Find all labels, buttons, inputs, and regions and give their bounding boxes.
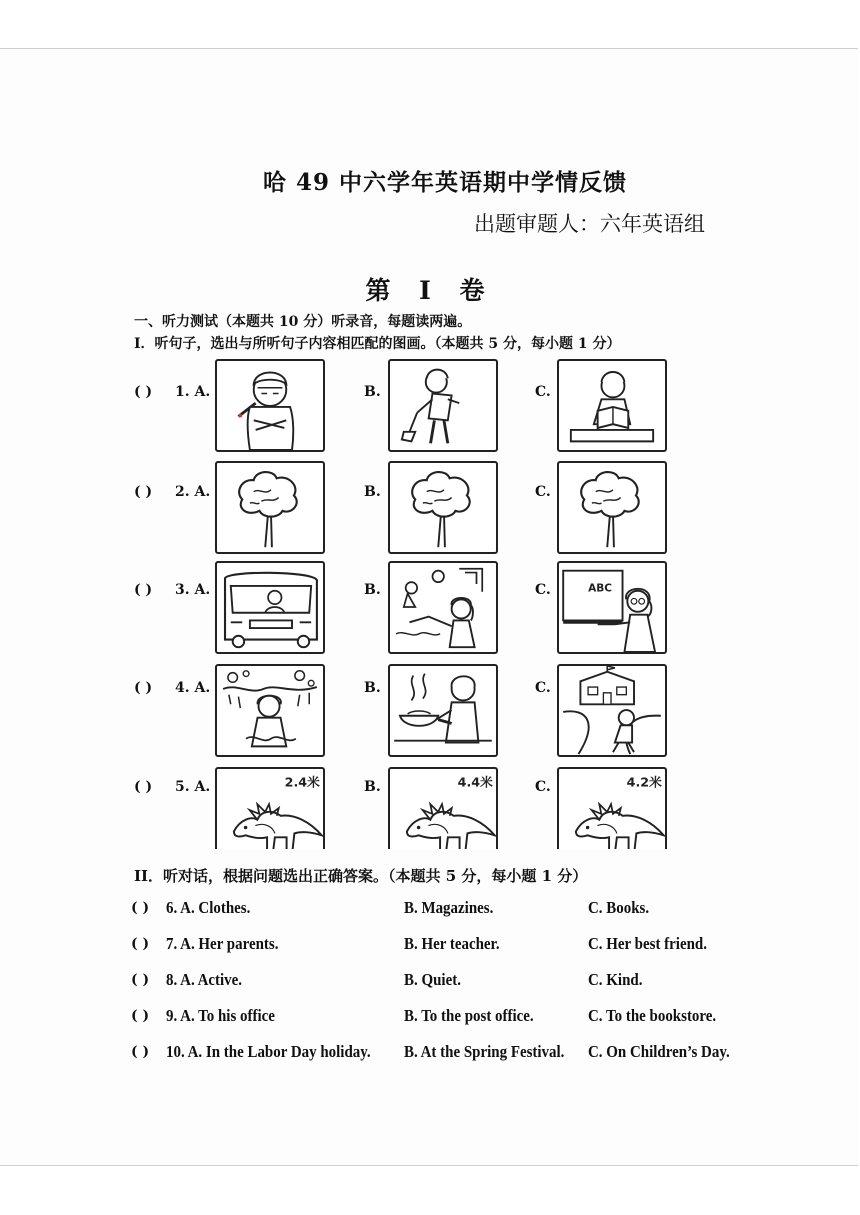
option-c[interactable]: C. Her best friend.	[588, 934, 707, 953]
answer-blank[interactable]: ( )	[131, 972, 150, 988]
boy-sweeping-picture[interactable]	[388, 359, 498, 452]
exam-title: 哈 49 中六学年英语期中学情反馈	[262, 169, 628, 196]
sick-boy-thermometer-picture[interactable]	[215, 359, 325, 452]
girl-in-bath-picture[interactable]	[215, 664, 325, 757]
tree-picture[interactable]	[557, 461, 667, 554]
option-b[interactable]: B. At the Spring Festival.	[404, 1042, 565, 1061]
boy-reading-book-picture[interactable]	[557, 359, 667, 452]
section1-instruction: I．听句子，选出与所听句子内容相匹配的图画。（本题共 5 分，每小题 1 分）	[134, 336, 621, 352]
option-a[interactable]: 8. A. Active.	[166, 970, 243, 989]
dinosaur-height-label: 2.4米	[284, 774, 320, 790]
exam-author-line: 出题审题人：六年英语组	[474, 212, 705, 236]
option-b[interactable]: B. To the post office.	[404, 1006, 534, 1025]
option-a[interactable]: 7. A. Her parents.	[166, 934, 279, 953]
dinosaur-picture[interactable]	[388, 767, 498, 849]
girl-playing-outdoors-picture[interactable]	[388, 561, 498, 654]
tree-picture[interactable]	[388, 461, 498, 554]
option-c-label: C.	[535, 779, 551, 795]
tree-picture[interactable]	[215, 461, 325, 554]
blackboard-text: ABC	[588, 582, 612, 595]
question-number: 4. A.	[175, 680, 211, 696]
dinosaur-picture[interactable]	[215, 767, 325, 849]
answer-blank[interactable]: ( )	[131, 900, 150, 916]
dinosaur-picture[interactable]	[557, 767, 667, 849]
option-c-label: C.	[535, 582, 551, 598]
option-b-label: B.	[364, 680, 381, 696]
option-b-label: B.	[364, 582, 381, 598]
option-a[interactable]: 6. A. Clothes.	[166, 898, 251, 917]
option-b-label: B.	[364, 384, 381, 400]
answer-blank[interactable]: ( )	[134, 680, 153, 696]
question-number: 1. A.	[175, 384, 211, 400]
volume-heading: 第 I 卷	[365, 276, 495, 305]
answer-blank[interactable]: ( )	[131, 936, 150, 952]
option-c[interactable]: C. Kind.	[588, 970, 643, 989]
dinosaur-height-label: 4.2米	[626, 774, 662, 790]
option-c[interactable]: C. To the bookstore.	[588, 1006, 717, 1025]
answer-blank[interactable]: ( )	[134, 779, 153, 795]
girl-walking-to-school-picture[interactable]	[557, 664, 667, 757]
bus-driver-picture[interactable]	[215, 561, 325, 654]
answer-blank[interactable]: ( )	[134, 484, 153, 500]
answer-blank[interactable]: ( )	[134, 582, 153, 598]
boy-cooking-picture[interactable]	[388, 664, 498, 757]
option-b[interactable]: B. Magazines.	[404, 898, 494, 917]
option-a[interactable]: 10. A. In the Labor Day holiday.	[166, 1042, 371, 1061]
answer-blank[interactable]: ( )	[134, 384, 153, 400]
option-b[interactable]: B. Her teacher.	[404, 934, 500, 953]
question-number: 5. A.	[175, 779, 211, 795]
option-b-label: B.	[364, 484, 381, 500]
option-a[interactable]: 9. A. To his office	[166, 1006, 275, 1025]
answer-blank[interactable]: ( )	[131, 1044, 150, 1060]
section2-instruction: II．听对话，根据问题选出正确答案。（本题共 5 分，每小题 1 分）	[134, 867, 588, 885]
option-c-label: C.	[535, 484, 551, 500]
question-number: 3. A.	[175, 582, 211, 598]
answer-blank[interactable]: ( )	[131, 1008, 150, 1024]
option-c-label: C.	[535, 680, 551, 696]
option-b[interactable]: B. Quiet.	[404, 970, 461, 989]
option-c[interactable]: C. Books.	[588, 898, 650, 917]
dinosaur-height-label: 4.4米	[457, 774, 493, 790]
option-c-label: C.	[535, 384, 551, 400]
teacher-at-blackboard-picture[interactable]	[557, 561, 667, 654]
question-number: 2. A.	[175, 484, 211, 500]
option-c[interactable]: C. On Children’s Day.	[588, 1042, 730, 1061]
listening-heading: 一、听力测试（本题共 10 分）听录音，每题读两遍。	[134, 314, 472, 330]
option-b-label: B.	[364, 779, 381, 795]
